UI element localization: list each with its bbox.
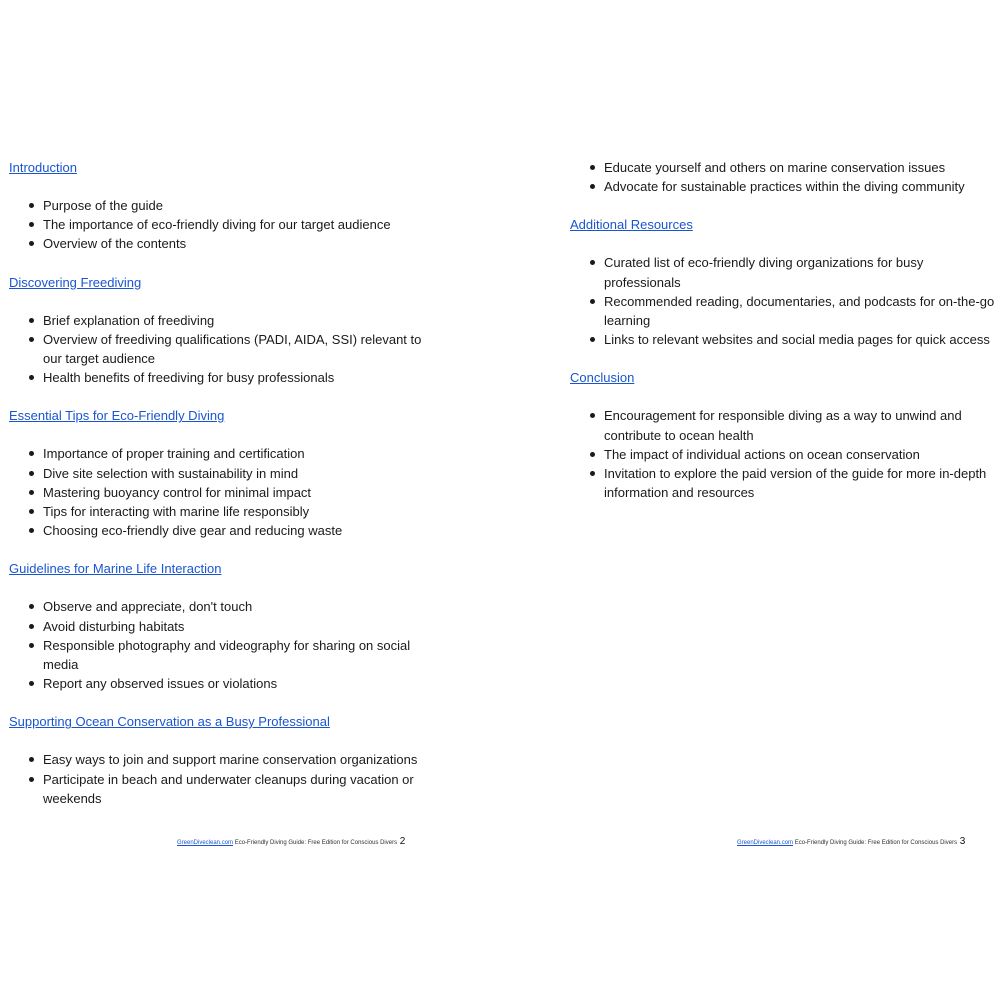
footer-site-link[interactable]: GreenDiveclean.com xyxy=(177,840,234,846)
bullet-list xyxy=(570,253,1005,349)
section-link-additional-resources[interactable]: Additional Resources xyxy=(570,217,693,233)
toc-section xyxy=(570,215,1005,349)
footer-title: Eco-Friendly Diving Guide: Free Edition for Conscious Divers xyxy=(234,840,398,846)
bullet-list xyxy=(9,597,480,693)
list-item: Links to relevant websites and social media pages for quick access xyxy=(570,330,996,349)
bullet-list xyxy=(9,444,480,540)
list-item: Report any observed issues or violations xyxy=(9,674,439,693)
section-link-introduction[interactable]: Introduction xyxy=(9,160,77,175)
page-footer xyxy=(737,836,965,849)
page-footer xyxy=(177,836,405,849)
footer-site-link[interactable]: GreenDiveclean.com xyxy=(737,840,794,846)
bullet-list xyxy=(9,750,480,808)
list-item: Overview of freediving qualifications (PADI, AIDA, SSI) relevant to our target audience xyxy=(9,330,439,368)
list-item: Brief explanation of freediving xyxy=(9,311,439,330)
list-item: Overview of the contents xyxy=(9,234,439,253)
list-item: Participate in beach and underwater cleanups during vacation or weekends xyxy=(9,770,439,808)
document-page-3 xyxy=(562,0,1005,1005)
bullet-list xyxy=(570,406,1005,502)
section-link-marine-life-guidelines[interactable]: Guidelines for Marine Life Interaction xyxy=(9,561,222,577)
list-item: Advocate for sustainable practices within the diving community xyxy=(570,177,996,196)
list-item: Tips for interacting with marine life responsibly xyxy=(9,502,439,521)
toc-section xyxy=(9,158,480,254)
list-item: Recommended reading, documentaries, and podcasts for on-the-go learning xyxy=(570,292,996,330)
section-link-discovering-freediving[interactable]: Discovering Freediving xyxy=(9,274,142,290)
document-page-2 xyxy=(0,0,480,1005)
toc-section xyxy=(9,559,480,693)
list-item: Dive site selection with sustainability in mind xyxy=(9,464,439,483)
table-of-contents xyxy=(9,158,480,827)
section-link-essential-tips[interactable]: Essential Tips for Eco-Friendly Diving xyxy=(9,408,225,424)
list-item: Avoid disturbing habitats xyxy=(9,617,439,636)
toc-section xyxy=(9,273,480,388)
continued-bullet-list xyxy=(570,158,1005,196)
toc-section xyxy=(570,368,1005,502)
page-number: 2 xyxy=(399,836,406,847)
list-item: Curated list of eco-friendly diving organizations for busy professionals xyxy=(570,253,996,291)
list-item: Observe and appreciate, don't touch xyxy=(9,597,439,616)
list-item: Importance of proper training and certification xyxy=(9,444,439,463)
list-item: Choosing eco-friendly dive gear and reducing waste xyxy=(9,521,439,540)
section-link-supporting-ocean-conservation[interactable]: Supporting Ocean Conservation as a Busy Professional xyxy=(9,714,330,730)
list-item: Invitation to explore the paid version of the guide for more in-depth information and resources xyxy=(570,464,996,502)
list-item: Educate yourself and others on marine conservation issues xyxy=(570,158,996,177)
toc-section xyxy=(9,712,480,808)
list-item: Purpose of the guide xyxy=(9,196,439,215)
list-item: Encouragement for responsible diving as a way to unwind and contribute to ocean health xyxy=(570,406,996,444)
section-link-conclusion[interactable]: Conclusion xyxy=(570,370,635,386)
list-item: Responsible photography and videography for sharing on social media xyxy=(9,636,439,674)
list-item: Easy ways to join and support marine conservation organizations xyxy=(9,750,439,769)
bullet-list xyxy=(9,196,480,254)
toc-section xyxy=(9,406,480,540)
list-item: The importance of eco-friendly diving for our target audience xyxy=(9,215,439,234)
table-of-contents xyxy=(570,158,1005,521)
page-number: 3 xyxy=(959,836,966,847)
footer-title: Eco-Friendly Diving Guide: Free Edition for Conscious Divers xyxy=(794,840,958,846)
bullet-list xyxy=(9,311,480,388)
list-item: The impact of individual actions on ocean conservation xyxy=(570,445,996,464)
list-item: Health benefits of freediving for busy professionals xyxy=(9,368,439,387)
list-item: Mastering buoyancy control for minimal impact xyxy=(9,483,439,502)
